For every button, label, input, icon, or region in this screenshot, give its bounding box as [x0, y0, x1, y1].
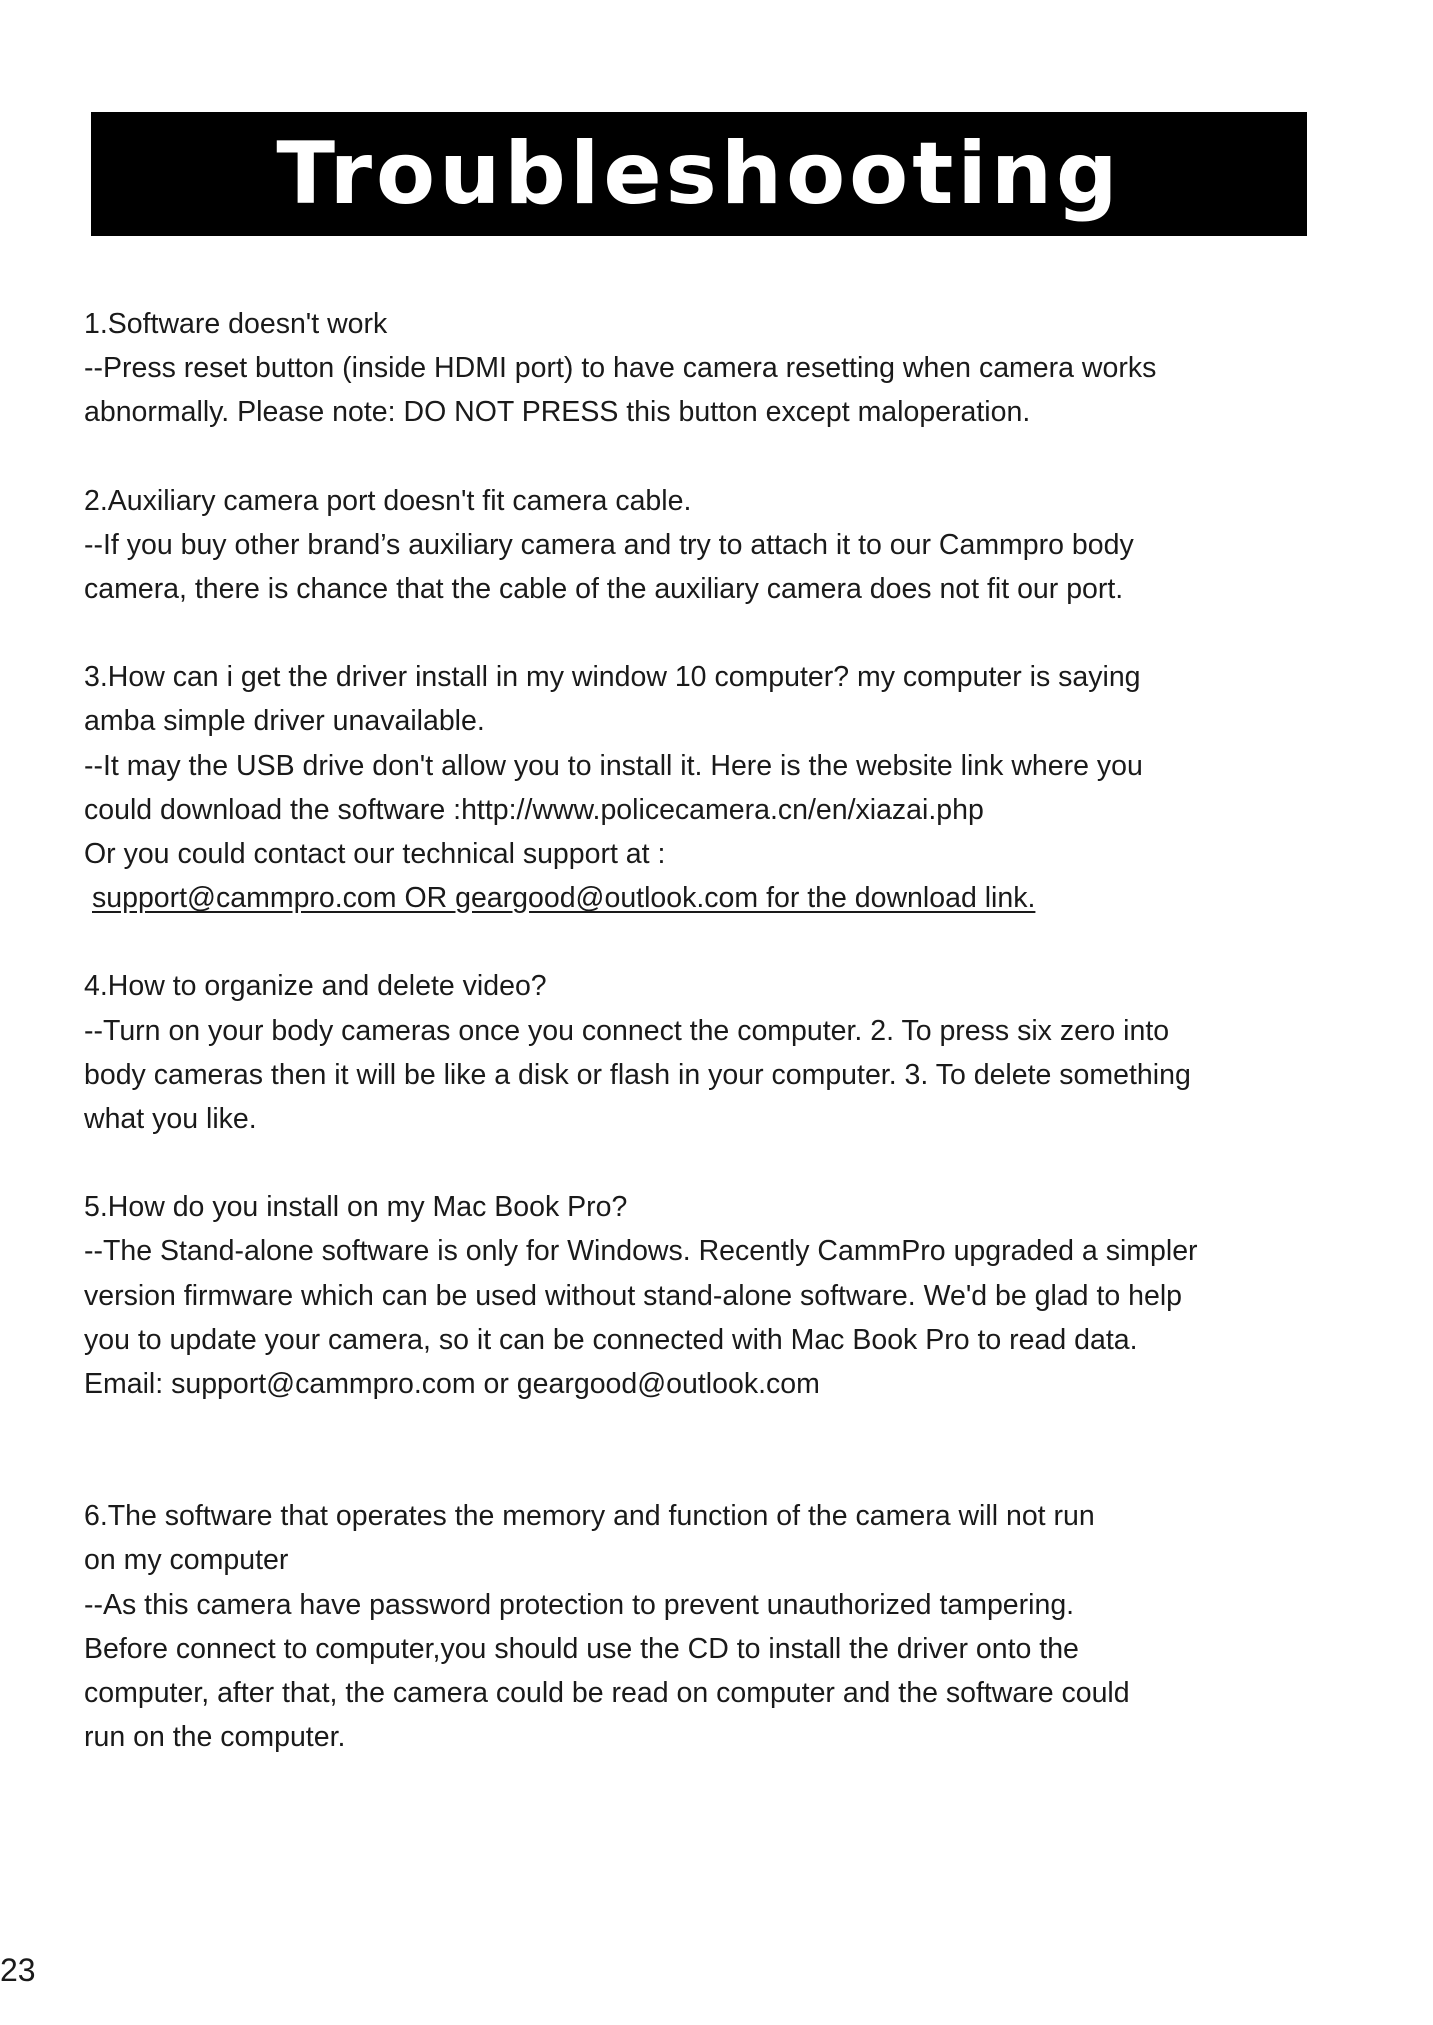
faq-item-5	[84, 1185, 1384, 1406]
troubleshooting-content	[84, 302, 1384, 1759]
faq-answer-line: --Press reset button (inside HDMI port) to have camera resetting when camera works	[84, 352, 1157, 385]
faq-item-2	[84, 479, 1384, 612]
faq-answer-line: --If you buy other brand’s auxiliary camera and try to attach it to our Cammpro body	[84, 528, 1134, 561]
faq-answer-line: could download the software :http://www.policecamera.cn/en/xiazai.php	[84, 793, 984, 826]
title-banner	[91, 112, 1307, 236]
faq-answer-line: body cameras then it will be like a disk or flash in your computer. 3. To delete something	[84, 1058, 1191, 1091]
support-email-link[interactable]: support@cammpro.com OR geargood@outlook.com for the download link.	[92, 882, 1036, 915]
faq-item-3	[84, 655, 1384, 920]
faq-question: 5.How do you install on my Mac Book Pro?	[84, 1191, 628, 1224]
faq-question: 1.Software doesn't work	[84, 308, 388, 340]
faq-answer-line: --The Stand-alone software is only for Windows. Recently CammPro upgraded a simpler	[84, 1235, 1198, 1268]
faq-item-1	[84, 302, 1384, 435]
faq-answer-line: Before connect to computer,you should use the CD to install the driver onto the	[84, 1632, 1079, 1665]
faq-item-4	[84, 964, 1384, 1141]
faq-answer-line: abnormally. Please note: DO NOT PRESS this button except maloperation.	[84, 396, 1031, 429]
faq-question: 4.How to organize and delete video?	[84, 970, 547, 1003]
faq-answer-line: camera, there is chance that the cable of the auxiliary camera does not fit our port.	[84, 573, 1124, 606]
faq-question: 2.Auxiliary camera port doesn't fit camera cable.	[84, 484, 692, 517]
faq-question: amba simple driver unavailable.	[84, 705, 485, 738]
faq-question: 6.The software that operates the memory and function of the camera will not run	[84, 1500, 1095, 1533]
page-number: 23	[0, 1952, 36, 1988]
faq-answer-line: what you like.	[84, 1103, 257, 1136]
faq-answer-line: run on the computer.	[84, 1721, 346, 1754]
page-title: Troubleshooting	[276, 124, 1122, 224]
faq-answer-line: --Turn on your body cameras once you connect the computer. 2. To press six zero into	[84, 1014, 1170, 1047]
faq-answer-line: you to update your camera, so it can be connected with Mac Book Pro to read data.	[84, 1323, 1138, 1356]
faq-answer-line: computer, after that, the camera could be read on computer and the software could	[84, 1677, 1130, 1710]
faq-question: on my computer	[84, 1544, 289, 1577]
faq-answer-line: version firmware which can be used without stand-alone software. We'd be glad to help	[84, 1279, 1183, 1312]
faq-answer-line: --It may the USB drive don't allow you to install it. Here is the website link where you	[84, 749, 1143, 782]
faq-question: 3.How can i get the driver install in my window 10 computer? my computer is saying	[84, 661, 1141, 694]
faq-answer-line: --As this camera have password protection to prevent unauthorized tampering.	[84, 1588, 1075, 1621]
faq-item-6	[84, 1494, 1384, 1759]
faq-answer-line: Email: support@cammpro.com or geargood@outlook.com	[84, 1368, 820, 1401]
faq-answer-line: Or you could contact our technical support at :	[84, 838, 666, 871]
